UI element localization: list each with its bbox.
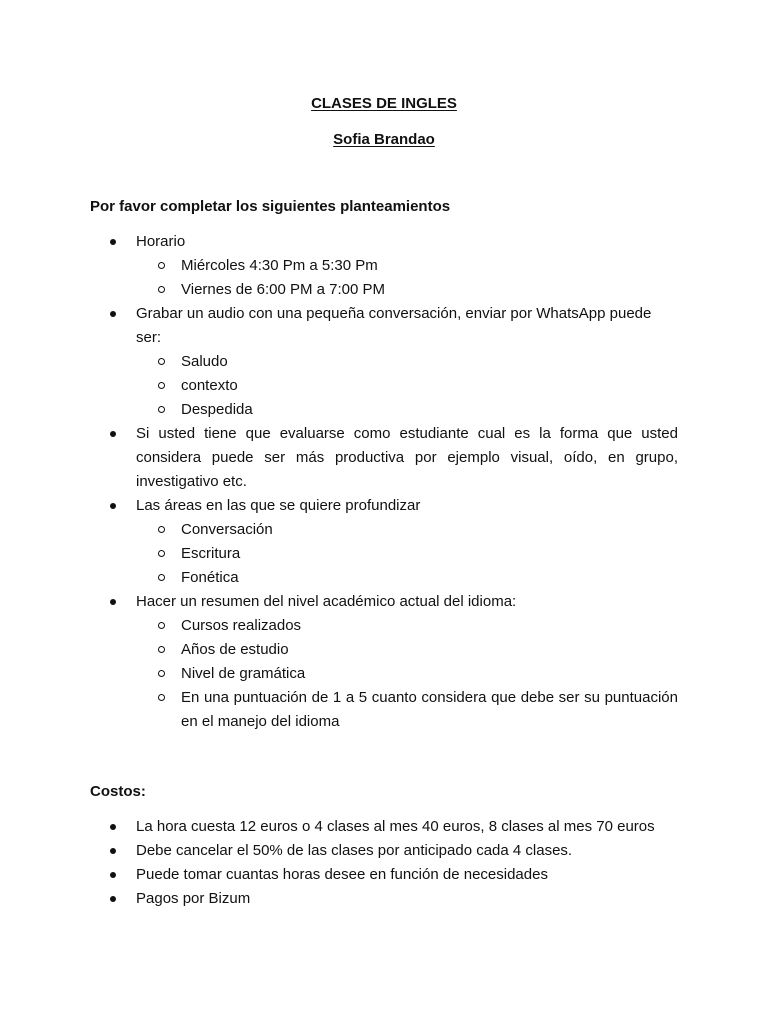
bullet-icon <box>110 824 116 830</box>
document-subtitle: Sofia Brandao <box>333 131 435 148</box>
sublist-item-text: En una puntuación de 1 a 5 cuanto considera que debe ser su puntuación en el manejo del idioma <box>181 689 678 730</box>
sublist <box>136 254 678 302</box>
list-item <box>90 839 678 863</box>
list-item-text: Grabar un audio con una pequeña conversación, enviar por WhatsApp puede ser: <box>136 305 652 346</box>
list-item <box>90 422 678 494</box>
list-item-text: Si usted tiene que evaluarse como estudiante cual es la forma que usted considera puede ser más productiva por ejemplo visual, oído, en grupo, investigativo etc. <box>136 425 678 490</box>
sublist-item-text: contexto <box>181 377 238 394</box>
circle-bullet-icon <box>158 574 165 581</box>
sublist-item-text: Despedida <box>181 401 253 418</box>
sublist <box>136 614 678 734</box>
sublist-item <box>136 566 678 590</box>
sublist-item <box>136 518 678 542</box>
list-item-text: La hora cuesta 12 euros o 4 clases al mes 40 euros, 8 clases al mes 70 euros <box>136 818 655 835</box>
list-item <box>90 815 678 839</box>
costs-heading: Costos: <box>90 783 146 800</box>
sublist-item <box>136 278 678 302</box>
list-item-text: Pagos por Bizum <box>136 890 251 907</box>
intro-heading: Por favor completar los siguientes planteamientos <box>90 198 451 215</box>
circle-bullet-icon <box>158 694 165 701</box>
list-item <box>90 302 678 422</box>
sublist-item <box>136 374 678 398</box>
bullet-icon <box>110 503 116 509</box>
sublist-item-text: Viernes de 6:00 PM a 7:00 PM <box>181 281 386 298</box>
sublist-item-text: Escritura <box>181 545 241 562</box>
circle-bullet-icon <box>158 406 165 413</box>
list-item-text: Debe cancelar el 50% de las clases por anticipado cada 4 clases. <box>136 842 573 859</box>
sublist-item-text: Años de estudio <box>181 641 289 658</box>
sublist-item <box>136 614 678 638</box>
list-item-text: Horario <box>136 233 186 250</box>
circle-bullet-icon <box>158 286 165 293</box>
bullet-icon <box>110 896 116 902</box>
bullet-icon <box>110 239 116 245</box>
list-item <box>90 863 678 887</box>
circle-bullet-icon <box>158 622 165 629</box>
sublist <box>136 350 678 422</box>
document-title: CLASES DE INGLES <box>311 95 457 112</box>
list-item-text: Puede tomar cuantas horas desee en función de necesidades <box>136 866 548 883</box>
circle-bullet-icon <box>158 526 165 533</box>
circle-bullet-icon <box>158 262 165 269</box>
sublist-item <box>136 686 678 734</box>
list-item <box>90 494 678 590</box>
circle-bullet-icon <box>158 358 165 365</box>
bullet-icon <box>110 431 116 437</box>
list-item-text: Las áreas en las que se quiere profundizar <box>136 497 421 514</box>
sublist <box>136 518 678 590</box>
sublist-item <box>136 662 678 686</box>
circle-bullet-icon <box>158 670 165 677</box>
sublist-item-text: Nivel de gramática <box>181 665 306 682</box>
bullet-icon <box>110 311 116 317</box>
list-item <box>90 887 678 911</box>
list-item-text: Hacer un resumen del nivel académico actual del idioma: <box>136 593 517 610</box>
sublist-item <box>136 398 678 422</box>
bullet-icon <box>110 872 116 878</box>
bullet-icon <box>110 599 116 605</box>
sublist-item-text: Saludo <box>181 353 228 370</box>
sublist-item <box>136 638 678 662</box>
sublist-item-text: Miércoles 4:30 Pm a 5:30 Pm <box>181 257 378 274</box>
sublist-item <box>136 542 678 566</box>
sublist-item-text: Conversación <box>181 521 273 538</box>
questions-list <box>90 230 678 734</box>
sublist-item-text: Fonética <box>181 569 239 586</box>
sublist-item <box>136 350 678 374</box>
circle-bullet-icon <box>158 382 165 389</box>
list-item <box>90 590 678 734</box>
bullet-icon <box>110 848 116 854</box>
list-item <box>90 230 678 302</box>
sublist-item <box>136 254 678 278</box>
circle-bullet-icon <box>158 550 165 557</box>
sublist-item-text: Cursos realizados <box>181 617 302 634</box>
circle-bullet-icon <box>158 646 165 653</box>
costs-list <box>90 815 678 911</box>
